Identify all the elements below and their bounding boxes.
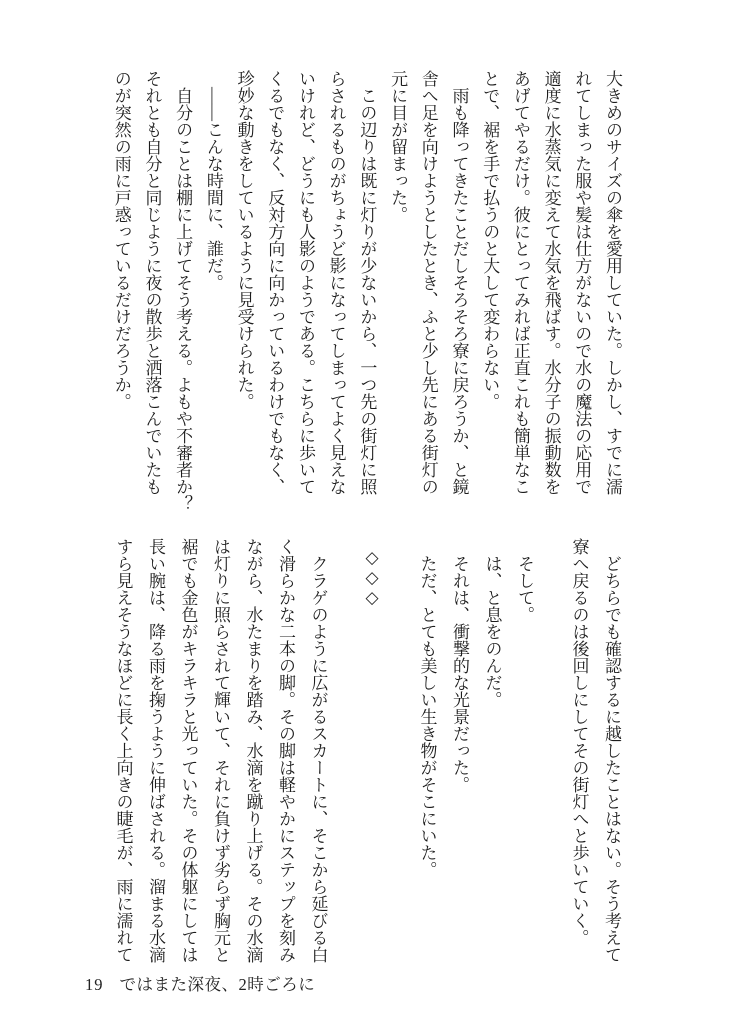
text-line: どちらでも確認するに越したことはない。そう考えて (602, 538, 621, 963)
text-line: そして。 (515, 538, 534, 623)
text-line: あげてやるだけ。彼にとってみれば正直これも簡単なこ (510, 70, 530, 495)
text-line: くるでもなく、反対方向に向かっているわけでもなく、 (265, 70, 285, 495)
section-break-ornament: ◇◇◇ (363, 548, 382, 608)
paragraph-group (410, 538, 540, 966)
paragraph-group (106, 538, 334, 966)
text-line: ――こんな時間に、誰だ。 (203, 70, 223, 291)
text-line: 長い腕は、降る雨を掬うように伸ばされる。溜まる水滴 (146, 538, 165, 963)
text-line: く滑らかな二本の脚。その脚は軽やかにステップを刻み (276, 538, 295, 963)
text-line: ながら、水たまりを踏み、水滴を蹴り上げる。その水滴 (243, 538, 263, 963)
text-line: いけれど、どうにも人影のようである。こちらに歩いて (295, 70, 315, 495)
running-title: ではまた深夜、2時ごろに (119, 975, 316, 994)
text-line: 大きめのサイズの傘を愛用していた。しかし、すでに濡 (603, 70, 622, 495)
text-block-bottom (106, 538, 627, 966)
text-line: 雨も降ってきたことだしそろそろ寮に戻ろうか、と鏡 (449, 70, 469, 495)
text-line: 適度に水蒸気に変えて水気を飛ばす。水分子の振動数を (541, 70, 561, 495)
text-line: それは、衝撃的な光景だった。 (450, 538, 469, 793)
text-line: この辺りは既に灯りが少ないから、一つ先の街灯に照 (357, 70, 377, 495)
text-line: 寮へ戻るのは後回しにしてその街灯へと歩いていく。 (569, 538, 589, 946)
page-footer (85, 971, 315, 995)
text-line: は灯りに照らされて輝いて、それに負けず劣らず胸元と (211, 538, 230, 963)
text-line: のが突然の雨に戸惑っているだけだろうか。 (111, 70, 131, 410)
text-line: ただ、とても美しい生き物がそこにいた。 (417, 538, 437, 878)
text-line: 元に目が留まった。 (388, 70, 408, 223)
text-line: 裾でも金色がキラキラと光っていた。その体躯にしては (178, 538, 198, 963)
text-line: 舎へ足を向けようとしたとき、ふと少し先にある街灯の (418, 70, 438, 495)
text-line: すら見えそうなほどに長く上向きの睫毛が、雨に濡れて (113, 538, 133, 963)
text-line: は、と息をのんだ。 (482, 538, 502, 708)
page-number: 19 (85, 975, 104, 994)
text-line: 珍妙な動きをしているように見受けられた。 (234, 70, 254, 410)
paragraph-group (562, 538, 627, 966)
text-line: クラゲのように広がるスカートに、そこから延びる白 (308, 538, 328, 963)
text-line: それとも自分と同じように夜の散歩と洒落こんでいたも (142, 70, 162, 495)
text-line: とで、裾を手で払うのと大して変わらない。 (480, 70, 500, 410)
section-break (356, 538, 389, 966)
text-block-top (105, 70, 627, 512)
text-line: 自分のことは棚に上げてそう考える。よもや不審者か？ (173, 70, 193, 512)
text-line: らされるものがちょうど影になってしまってよく見えな (326, 70, 346, 495)
text-line: れてしまった服や髪は仕方がないので水の魔法の応用で (572, 70, 592, 495)
